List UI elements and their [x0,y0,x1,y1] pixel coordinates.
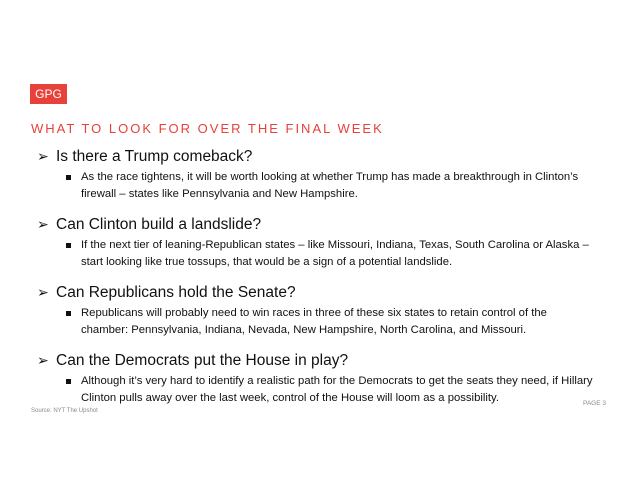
detail-text: As the race tightens, it will be worth looking at whether Trump has made a breakthrough in Clinton’s firewall – states like Pennsylvania and New Hampshire. [81,171,579,200]
question-list [37,147,597,419]
detail-text: Republicans will probably need to win races in three of these six states to retain control of the chamber: Pennsylvania, Indiana, Nevada, New Hampshire, North Carolina, and Missouri. [81,307,547,336]
square-bullet-icon [66,311,71,316]
arrow-bullet-icon: ➢ [37,148,49,164]
list-item [37,215,597,271]
question-text: Can Republicans hold the Senate? [56,284,296,301]
source-note: Source: NYT The Upshot [31,408,98,414]
arrow-bullet-icon: ➢ [37,284,49,300]
arrow-bullet-icon: ➢ [37,216,49,232]
question-heading [37,147,597,166]
gpg-logo: GPG [30,84,67,104]
detail-bullet [66,373,597,407]
detail-text: If the next tier of leaning-Republican states – like Missouri, Indiana, Texas, South Carolina or Alaska – start looking like true tossups, that would be a sign of a potential landslide. [81,239,589,268]
page-number: PAGE 3 [582,400,606,407]
square-bullet-icon [66,175,71,180]
detail-bullet [66,169,597,203]
question-heading [37,215,597,234]
question-text: Is there a Trump comeback? [56,148,253,165]
question-heading [37,351,597,370]
list-item [37,147,597,203]
slide-title: WHAT TO LOOK FOR OVER THE FINAL WEEK [31,121,384,136]
question-heading [37,283,597,302]
square-bullet-icon [66,379,71,384]
list-item [37,283,597,339]
detail-bullet [66,237,597,271]
square-bullet-icon [66,243,71,248]
question-text: Can Clinton build a landslide? [56,216,262,233]
arrow-bullet-icon: ➢ [37,352,49,368]
question-text: Can the Democrats put the House in play? [56,352,349,369]
detail-text: Although it’s very hard to identify a realistic path for the Democrats to get the seats they need, if Hillary Clinton pulls away over the last week, control of the House will loom as a possibility. [81,375,593,404]
list-item [37,351,597,407]
detail-bullet [66,305,597,339]
